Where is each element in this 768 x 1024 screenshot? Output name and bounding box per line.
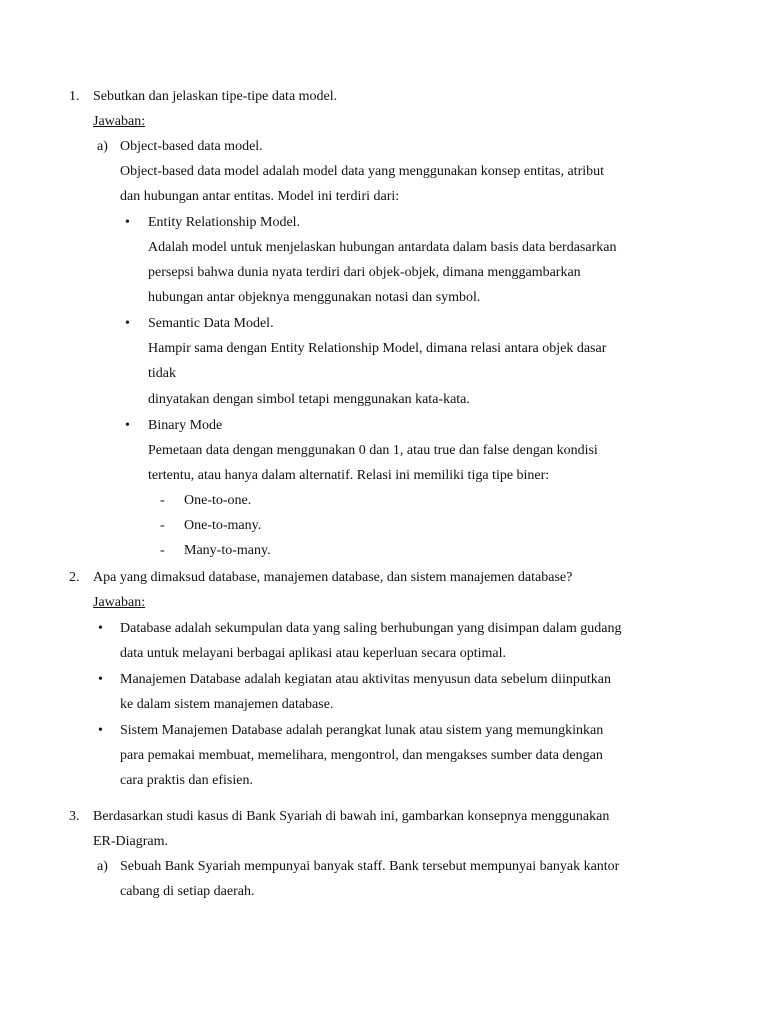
subitem: One-to-many. — [184, 518, 262, 533]
q3-a-line: Sebuah Bank Syariah mempunyai banyak staff. Bank tersebut mempunyai banyak kantor — [120, 859, 620, 874]
item-line: Sistem Manajemen Database adalah perangkat lunak atau sistem yang memungkinkan — [120, 723, 604, 738]
item-line: persepsi bahwa dunia nyata terdiri dari objek-objek, dimana menggambarkan — [148, 265, 581, 280]
q3-number: 3. — [69, 809, 80, 824]
item-line: Manajemen Database adalah kegiatan atau aktivitas menyusun data sebelum diinputkan — [120, 672, 611, 687]
bullet-icon: • — [98, 723, 103, 738]
item-line: tidak — [148, 366, 176, 381]
item-title: Binary Mode — [148, 418, 223, 433]
q3-a-line: cabang di setiap daerah. — [120, 884, 255, 899]
item-line: Pemetaan data dengan menggunakan 0 dan 1, atau true dan false dengan kondisi — [148, 443, 598, 458]
dash-icon: - — [160, 493, 165, 508]
q1-a-marker: a) — [97, 139, 108, 154]
item-line: Database adalah sekumpulan data yang saling berhubungan yang disimpan dalam gudang — [120, 621, 622, 636]
dash-icon: - — [160, 518, 165, 533]
q3-question-line: ER-Diagram. — [93, 834, 169, 849]
item-line: cara praktis dan efisien. — [120, 773, 253, 788]
q3-a-marker: a) — [97, 859, 108, 874]
item-line: hubungan antar objeknya menggunakan notasi dan symbol. — [148, 290, 481, 305]
item-line: Adalah model untuk menjelaskan hubungan antardata dalam basis data berdasarkan — [148, 240, 617, 255]
item-line: Hampir sama dengan Entity Relationship Model, dimana relasi antara objek dasar — [148, 341, 607, 356]
bullet-icon: • — [98, 672, 103, 687]
bullet-icon: • — [125, 316, 130, 331]
item-line: dinyatakan dengan simbol tetapi menggunakan kata-kata. — [148, 392, 470, 407]
item-line: tertentu, atau hanya dalam alternatif. Relasi ini memiliki tiga tipe biner: — [148, 468, 550, 483]
bullet-icon: • — [98, 621, 103, 636]
dash-icon: - — [160, 543, 165, 558]
item-line: ke dalam sistem manajemen database. — [120, 697, 334, 712]
q2-answer-label: Jawaban: — [93, 595, 146, 610]
bullet-icon: • — [125, 418, 130, 433]
subitem: Many-to-many. — [184, 543, 271, 558]
q2-number: 2. — [69, 570, 80, 585]
q1-a-desc-line: Object-based data model adalah model data yang menggunakan konsep entitas, atribut — [120, 164, 605, 179]
q2-question: Apa yang dimaksud database, manajemen database, dan sistem manajemen database? — [93, 570, 573, 585]
item-line: para pemakai membuat, memelihara, mengontrol, dan mengakses sumber data dengan — [120, 748, 603, 763]
item-line: data untuk melayani berbagai aplikasi atau keperluan secara optimal. — [120, 646, 507, 661]
q3-question-line: Berdasarkan studi kasus di Bank Syariah di bawah ini, gambarkan konsepnya menggunakan — [93, 809, 610, 824]
item-title: Semantic Data Model. — [148, 316, 274, 331]
q1-number: 1. — [69, 89, 80, 104]
q1-a-desc-line: dan hubungan antar entitas. Model ini terdiri dari: — [120, 189, 400, 204]
bullet-icon: • — [125, 215, 130, 230]
subitem: One-to-one. — [184, 493, 252, 508]
item-title: Entity Relationship Model. — [148, 215, 301, 230]
q1-answer-label: Jawaban: — [93, 114, 146, 129]
q1-question: Sebutkan dan jelaskan tipe-tipe data model. — [93, 89, 338, 104]
q1-a-title: Object-based data model. — [120, 139, 263, 154]
